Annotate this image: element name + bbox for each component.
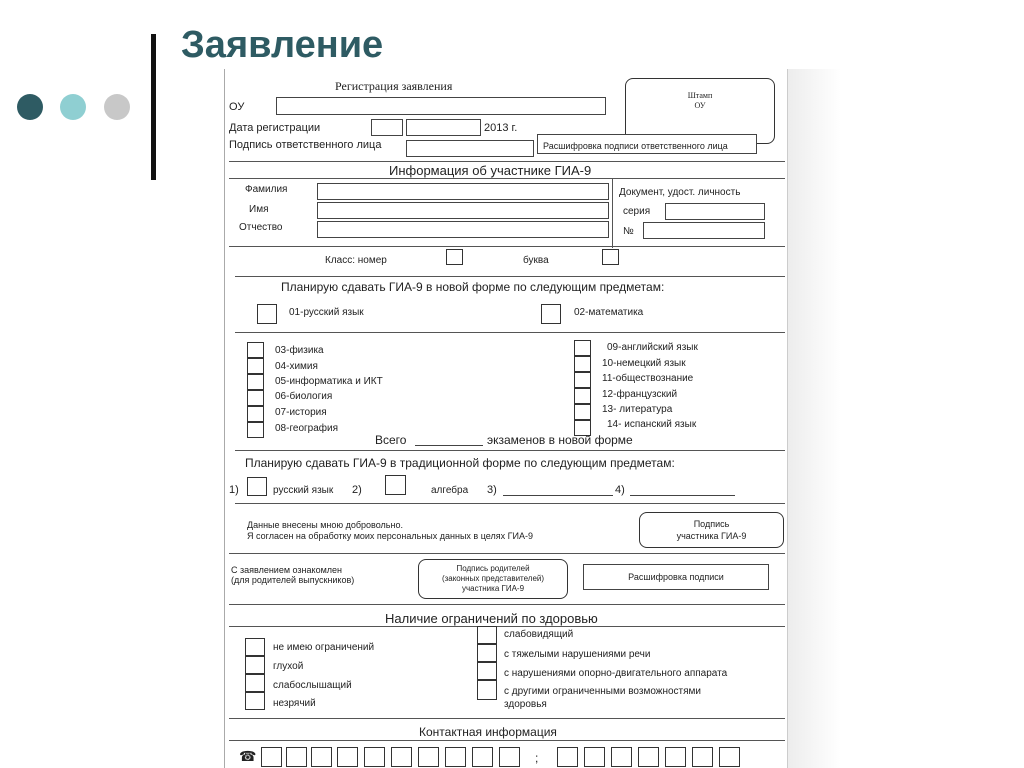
phone-digit-box[interactable] [286,747,307,767]
phone-digit-box[interactable] [611,747,632,767]
contact-heading: Контактная информация [419,725,557,739]
health-motor: с нарушениями опорно-двигательного аппарата [504,668,728,679]
signature-field[interactable] [406,140,534,157]
phone-digit-box[interactable] [472,747,493,767]
health-sub-line [229,626,785,627]
surname-field[interactable] [317,183,609,200]
health-none: не имею ограничений [273,642,375,653]
phone-digit-box[interactable] [261,747,282,767]
registration-heading: Регистрация заявления [335,79,453,93]
phone-digit-box[interactable] [638,747,659,767]
phone-digit-box[interactable] [584,747,605,767]
total-blank[interactable] [415,445,483,446]
health-low-vision-checkbox[interactable] [477,626,497,644]
phone-digit-box[interactable] [364,747,385,767]
subject-informatics: 05-информатика и ИКТ [275,376,383,387]
name-label: Имя [249,204,269,215]
trad-algebra-checkbox[interactable] [385,475,406,495]
parents-line2: (для родителей выпускников) [231,575,355,585]
class-top-line [229,246,785,247]
new-form-mid-line [235,332,785,333]
series-field[interactable] [665,203,765,220]
subject-biology: 06-биология [275,391,333,402]
subject-math: 02-математика [574,307,644,318]
class-label: Класс: номер [325,255,387,266]
health-other-checkbox[interactable] [477,680,497,700]
dot-teal [60,94,86,120]
checkbox-physics[interactable] [247,342,264,358]
phone-separator: ; [535,751,539,765]
slide-title: Заявление [181,24,384,66]
checkbox-german[interactable] [574,356,591,372]
contact-sub-line [229,740,785,741]
application-form [224,69,788,768]
health-speech: с тяжелыми нарушениями речи [504,649,651,660]
letter-label: буква [523,255,549,266]
series-label: серия [623,206,651,217]
subject-spanish: 14- испанский язык [607,419,697,430]
contact-top-line [229,718,785,719]
parents-sign-line1: Подпись родителей [456,564,530,573]
consent-line2: Я согласен на обработку моих персональных данных в целях ГИА-9 [247,531,533,541]
new-form-heading: Планирую сдавать ГИА-9 в новой форме по следующим предметам: [281,280,665,294]
trad-num-3: 3) [487,484,497,496]
ou-field[interactable] [276,97,606,115]
checkbox-french[interactable] [574,388,591,404]
subject-french: 12-французский [602,389,678,400]
health-blind-checkbox[interactable] [245,692,265,710]
checkbox-russian[interactable] [257,304,277,324]
health-deaf-checkbox[interactable] [245,656,265,674]
parents-signature-label [418,564,568,594]
health-other: с другими ограниченными возможностями [504,686,702,697]
parents-line1: С заявлением ознакомлен [231,565,342,575]
vertical-divider [151,34,156,180]
participant-sign-line1: Подпись [693,519,730,529]
dot-dark [17,94,43,120]
traditional-heading: Планирую сдавать ГИА-9 в традиционной форме по следующим предметам: [245,456,675,470]
phone-digit-box[interactable] [445,747,466,767]
phone-digit-box[interactable] [692,747,713,767]
dot-gray [104,94,130,120]
health-hard-hearing: слабослышащий [273,680,352,691]
stamp-line2: ОУ [694,101,706,110]
stamp-label [625,91,775,111]
phone-digit-box[interactable] [499,747,520,767]
new-form-top-line [235,276,785,277]
phone-digit-box[interactable] [337,747,358,767]
health-none-checkbox[interactable] [245,638,265,656]
trad-blank-4[interactable] [630,495,735,496]
participant-sign-line2: участника ГИА-9 [676,531,747,541]
number-label: № [623,226,634,237]
parents-sign-line2: (законных представителей) [441,574,545,583]
health-hard-hearing-checkbox[interactable] [245,674,265,692]
consent-line1: Данные внесены мною добровольно. [247,520,403,530]
class-number-checkbox[interactable] [446,249,463,265]
subject-english: 09-английский язык [607,342,698,353]
checkbox-english[interactable] [574,340,591,356]
stamp-line1: Штамп [687,91,713,100]
year-suffix: 2013 г. [484,122,518,134]
participant-divider [612,178,613,248]
total-prefix: Всего [375,433,407,447]
date-day-field[interactable] [371,119,403,136]
form-shadow [786,69,841,768]
signature-label: Подпись ответственного лица [229,139,382,151]
checkbox-history[interactable] [247,406,264,422]
trad-num-4: 4) [615,484,625,496]
participant-heading: Информация об участнике ГИА-9 [389,163,592,178]
checkbox-math[interactable] [541,304,561,324]
health-motor-checkbox[interactable] [477,662,497,680]
subject-literature: 13- литература [602,404,673,415]
checkbox-biology[interactable] [247,390,264,406]
phone-digit-box[interactable] [311,747,332,767]
health-other-extra: здоровья [504,699,547,710]
signature-decode-label: Расшифровка подписи ответственного лица [543,141,728,151]
date-month-field[interactable] [406,119,481,136]
checkbox-literature[interactable] [574,404,591,420]
health-blind: незрячий [273,698,316,709]
health-speech-checkbox[interactable] [477,644,497,662]
trad-num-1: 1) [229,484,239,496]
subject-german: 10-немецкий язык [602,358,686,369]
phone-digit-box[interactable] [557,747,578,767]
name-field[interactable] [317,202,609,219]
subject-geography: 08-география [275,423,339,434]
consent-top-line [235,503,785,504]
subject-history: 07-история [275,407,327,418]
participant-top-line [229,161,785,162]
phone-icon: ☎ [239,749,257,765]
health-heading: Наличие ограничений по здоровью [385,611,598,626]
subject-chemistry: 04-химия [275,361,318,372]
number-field[interactable] [643,222,765,239]
parents-top-line [229,553,785,554]
subject-social: 11-обществознание [602,373,694,384]
trad-blank-3[interactable] [503,495,613,496]
trad-russian: русский язык [273,485,334,496]
checkbox-social[interactable] [574,372,591,388]
health-deaf: глухой [273,661,304,672]
trad-russian-checkbox[interactable] [247,477,267,496]
checkbox-geography[interactable] [247,422,264,438]
participant-sub-line [229,178,785,179]
checkbox-informatics[interactable] [247,374,264,390]
ou-label: ОУ [229,101,245,113]
phone-digit-box[interactable] [391,747,412,767]
subject-physics: 03-физика [275,345,324,356]
phone-digit-box[interactable] [665,747,686,767]
surname-label: Фамилия [245,184,288,195]
checkbox-chemistry[interactable] [247,358,264,374]
subject-russian: 01-русский язык [289,307,364,318]
patronymic-field[interactable] [317,221,609,238]
parents-sign-line3: участника ГИА-9 [461,584,525,593]
patronymic-label: Отчество [239,222,283,233]
class-letter-checkbox[interactable] [602,249,619,265]
health-low-vision: слабовидящий [504,629,574,640]
phone-digit-box[interactable] [719,747,740,767]
trad-num-2: 2) [352,484,362,496]
traditional-top-line [235,450,785,451]
trad-algebra: алгебра [431,485,469,496]
health-top-line [229,604,785,605]
total-suffix: экзаменов в новой форме [487,433,633,447]
phone-digit-box[interactable] [418,747,439,767]
doc-label: Документ, удост. личность [619,187,741,198]
participant-signature-label [639,518,784,542]
date-label: Дата регистрации [229,122,321,134]
parents-decode-label: Расшифровка подписи [628,572,724,582]
